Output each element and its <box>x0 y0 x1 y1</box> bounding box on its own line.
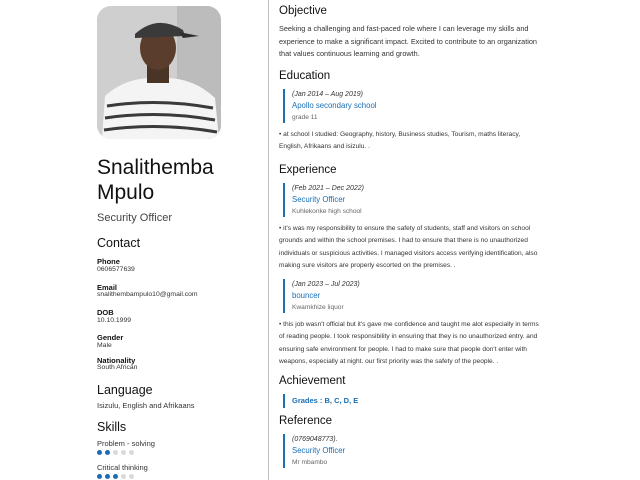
skill-name: Problem - solving <box>97 439 155 448</box>
contact-heading: Contact <box>97 236 141 250</box>
entry-date: (Jan 2023 – Jul 2023) <box>292 281 360 288</box>
profile-name <box>97 155 214 205</box>
skill-rating <box>97 450 134 455</box>
name-first: Snalithemba <box>97 156 214 179</box>
name-last: Mpulo <box>97 181 155 204</box>
education-entry <box>283 89 377 123</box>
experience-description <box>279 223 544 273</box>
contact-label-phone: Phone <box>97 257 120 266</box>
entry-date: (Feb 2021 – Dec 2022) <box>292 185 364 192</box>
column-divider <box>268 0 269 480</box>
skill-dot <box>105 450 110 455</box>
entry-role: Apollo secondary school <box>292 101 377 110</box>
reference-entry <box>283 434 345 468</box>
skill-dot <box>121 450 126 455</box>
achievement-text: Grades : B, C, D, E <box>283 394 358 408</box>
experience-entry <box>283 279 360 313</box>
entry-date: (Jan 2014 – Aug 2019) <box>292 91 363 98</box>
education-description <box>279 129 544 154</box>
reference-heading: Reference <box>279 415 333 427</box>
contact-value-email: snalithembampulo10@gmail.com <box>97 291 198 298</box>
entry-desc: it's was my responsibility to ensure the safety of students, staff and visitors on school grounds and within the school premises. I had to ensure that there is no unauthorized individuals or suspicious activities. I managed visitors access verifying identification, also making sure visitors are properly escorted on the premises. . <box>279 225 538 270</box>
skill-dot <box>97 450 102 455</box>
entry-org: grade 11 <box>292 114 318 121</box>
skill-dot <box>97 474 102 479</box>
education-heading: Education <box>279 70 331 82</box>
reference-name: Mr mbambo <box>292 459 328 466</box>
language-value: Isizulu, English and Afrikaans <box>97 401 195 410</box>
contact-label-email: Email <box>97 283 118 292</box>
profile-title: Security Officer <box>97 212 172 224</box>
skill-name: Critical thinking <box>97 463 148 472</box>
language-heading: Language <box>97 383 153 397</box>
objective-heading: Objective <box>279 5 327 17</box>
contact-label-dob: DOB <box>97 308 114 317</box>
reference-role: Security Officer <box>292 446 346 455</box>
contact-label-gender: Gender <box>97 333 124 342</box>
objective-text: Seeking a challenging and fast-paced role where I can leverage my skills and experience to make a significant impact. Excited to contribute to an organization that values continuous learning and growth. <box>279 24 537 58</box>
skill-dot <box>113 474 118 479</box>
entry-org: Kuhlekonke high school <box>292 208 362 215</box>
skill-dot <box>129 450 134 455</box>
skill-dot <box>129 474 134 479</box>
entry-desc: at school I studied: Geography, history, Business studies, Tourism, maths literacy, English, Afrikaans and isizulu. . <box>279 131 521 151</box>
skill-dot <box>121 474 126 479</box>
skills-heading: Skills <box>97 420 127 434</box>
bullet-icon: • <box>279 225 282 232</box>
entry-desc: this job wasn't official but it's gave me confidence and taught me alot especially in terms of reading people. I took responsibility in ensuring that they is no unauthorized entry. and ensuring safe environment for people. I had to make sure that people don't enter with weapons, especially at night. our first priority was the safety of the people. . <box>279 321 539 366</box>
experience-entry <box>283 183 364 217</box>
skill-dot <box>105 474 110 479</box>
skill-rating <box>97 474 134 479</box>
achievement-heading: Achievement <box>279 375 346 387</box>
experience-heading: Experience <box>279 164 337 176</box>
contact-value-dob: 10.10.1999 <box>97 317 132 324</box>
contact-value-nationality: South African <box>97 364 138 371</box>
contact-value-phone: 0606577639 <box>97 266 135 273</box>
contact-label-nationality: Nationality <box>97 356 136 365</box>
sidebar <box>0 0 268 480</box>
skill-dot <box>113 450 118 455</box>
experience-description <box>279 319 544 369</box>
entry-role: Security Officer <box>292 195 346 204</box>
contact-value-gender: Male <box>97 342 112 349</box>
main-content <box>279 0 634 480</box>
entry-org: Kwamkhize liquor <box>292 304 344 311</box>
bullet-icon: • <box>279 131 282 138</box>
reference-phone: (0769048773). <box>292 436 338 443</box>
bullet-icon: • <box>279 321 282 328</box>
entry-role: bouncer <box>292 291 321 300</box>
profile-photo <box>97 6 221 139</box>
